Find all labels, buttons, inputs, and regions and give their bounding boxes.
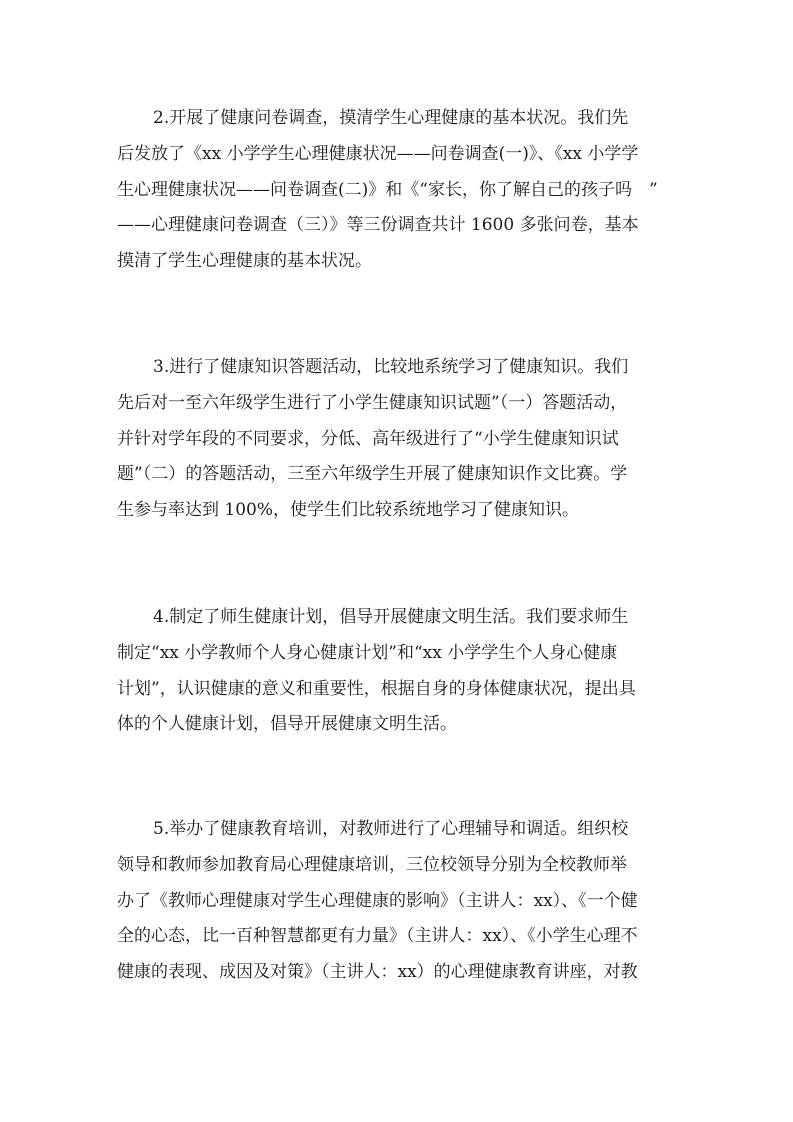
paragraph-line: 全的心态，比一百种智慧都更有力量》（主讲人：xx）、《小学生心理不 bbox=[117, 926, 638, 947]
paragraph-line: 领导和教师参加教育局心理健康培训，三位校领导分别为全校教师举 bbox=[117, 854, 627, 875]
paragraph-line: 计划”，认识健康的意义和重要性，根据自身的身体健康状况，提出具 bbox=[117, 678, 636, 699]
paragraph-line: 生参与率达到 100%，使学生们比较系统地学习了健康知识。 bbox=[117, 500, 580, 521]
paragraph-line: 制定“xx 小学教师个人身心健康计划”和“xx 小学学生个人身心健康 bbox=[117, 642, 618, 663]
paragraph-line: 摸清了学生心理健康的基本状况。 bbox=[117, 251, 372, 272]
paragraph-line: 体的个人健康计划，倡导开展健康文明生活。 bbox=[117, 714, 457, 735]
paragraph-line: 办了《教师心理健康对学生心理健康的影响》（主讲人：xx）、《一个健 bbox=[117, 890, 638, 911]
paragraph-line: 题”（二）的答题活动，三至六年级学生开展了健康知识作文比赛。学 bbox=[117, 464, 628, 485]
paragraph-line: 健康的表现、成因及对策》（主讲人：xx）的心理健康教育讲座，对教 bbox=[117, 962, 638, 983]
paragraph-line: 并针对学年段的不同要求，分低、高年级进行了“小学生健康知识试 bbox=[117, 428, 619, 449]
paragraph-line: 5.举办了健康教育培训，对教师进行了心理辅导和调适。组织校 bbox=[153, 819, 629, 839]
paragraph-health-knowledge-quiz bbox=[117, 350, 687, 529]
paragraph-health-questionnaire bbox=[117, 101, 687, 280]
paragraph-line: 先后对一至六年级学生进行了小学生健康知识试题”（一）答题活动， bbox=[117, 392, 628, 413]
paragraph-line: 后发放了《xx 小学学生心理健康状况——问卷调查(一)》、《xx 小学学 bbox=[117, 143, 639, 164]
paragraph-line: 2.开展了健康问卷调查，摸清学生心理健康的基本状况。我们先 bbox=[153, 108, 629, 128]
paragraph-health-plan bbox=[117, 600, 687, 743]
paragraph-teacher-training bbox=[117, 812, 687, 991]
paragraph-line: ——心理健康问卷调查（三）》等三份调查共计 1600 多张问卷，基本 bbox=[117, 215, 639, 236]
paragraph-line: 生心理健康状况——问卷调查(二)》和《“家长，你了解自己的孩子吗 ” bbox=[117, 179, 658, 200]
paragraph-line: 4.制定了师生健康计划，倡导开展健康文明生活。我们要求师生 bbox=[153, 607, 629, 627]
paragraph-line: 3.进行了健康知识答题活动，比较地系统学习了健康知识。我们 bbox=[153, 357, 629, 377]
